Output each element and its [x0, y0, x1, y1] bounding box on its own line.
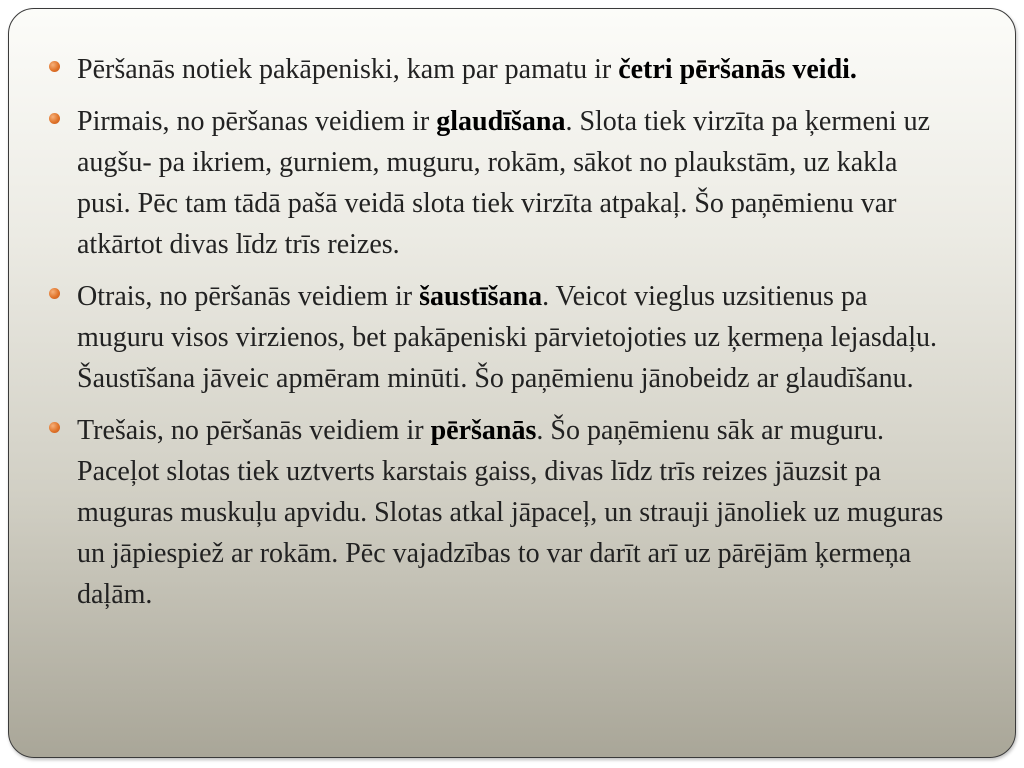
bullet-text: [77, 101, 949, 265]
bullet-text-plain: Pirmais, no pēršanas veidiem ir: [77, 106, 437, 137]
bullet-dot-icon: [49, 113, 60, 124]
slide: [8, 8, 1016, 758]
bullet-text: [77, 410, 949, 615]
bullet-text-plain: Pēršanās notiek pakāpeniski, kam par pamatu ir: [77, 54, 619, 85]
bullet-dot-icon: [49, 288, 60, 299]
bullet-text-plain: . Veicot vieglus uzsitienus pa muguru visos virzienos, bet pakāpeniski pārvietojoties uz ķermeņa lejasdaļu. Šaustīšana jāveic apmēram minūti. Šo paņēmienu jānobeidz ar glaudīšanu.: [77, 281, 937, 394]
bullet-text-plain: . Slota tiek virzīta pa ķermeni uz augšu- pa ikriem, gurniem, muguru, rokām, sākot no plaukstām, uz kakla pusi. Pēc tam tādā pašā veidā slota tiek virzīta atpakaļ. Šo paņēmienu var atkārtot divas līdz trīs reizes.: [77, 106, 931, 260]
bullet-text-plain: Trešais, no pēršanās veidiem ir: [77, 415, 431, 446]
bullet-text-plain: Otrais, no pēršanās veidiem ir: [77, 281, 420, 312]
bullet-dot-icon: [49, 61, 60, 72]
bullet-text-bold: šaustīšana: [419, 281, 543, 312]
bullet-dot-icon: [49, 422, 60, 433]
bullet-item: [49, 101, 949, 265]
bullet-text-bold: pēršanās: [430, 415, 537, 446]
bullet-list: [49, 49, 949, 626]
bullet-text-bold: glaudīšana: [436, 106, 566, 137]
bullet-item: [49, 276, 949, 399]
bullet-text-plain: . Šo paņēmienu sāk ar muguru. Paceļot slotas tiek uztverts karstais gaiss, divas līdz trīs reizes jāuzsit pa muguras muskuļu apvidu. Slotas atkal jāpaceļ, un strauji jānoliek uz muguras un jāpiespiež ar rokām. Pēc vajadzības to var darīt arī uz pārējām ķermeņa daļām.: [77, 415, 944, 610]
bullet-text: [77, 49, 949, 90]
bullet-item: [49, 49, 949, 90]
bullet-item: [49, 410, 949, 615]
bullet-text-bold: četri pēršanās veidi.: [618, 54, 857, 85]
bullet-text: [77, 276, 949, 399]
